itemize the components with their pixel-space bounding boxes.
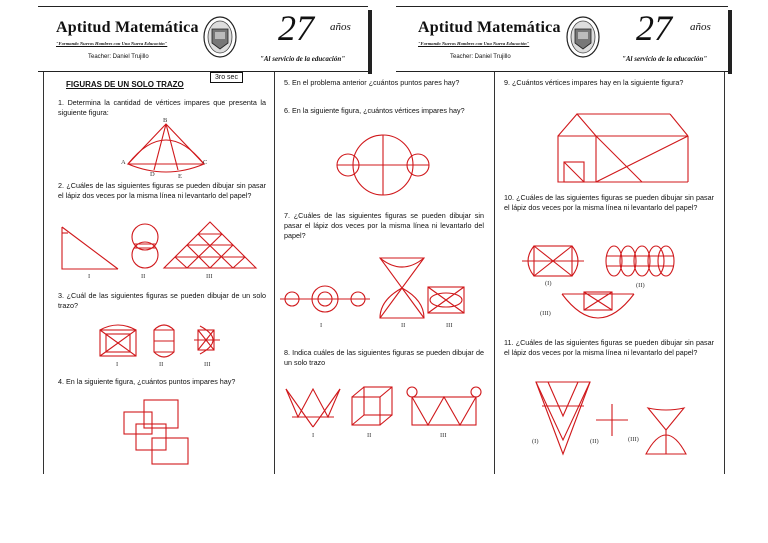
brand-slogan: "Formando Nuevos Hombres con Una Nueva Educación" [56,41,168,46]
anniversary-word: años [690,21,711,33]
vertex-label-e: E [178,173,182,180]
figure-label-iii: (III) [628,436,639,443]
anniversary-number: 27 [278,8,314,48]
header-left [38,6,368,72]
figure-label-ii: II [401,322,406,329]
figure-label-ii: II [141,273,146,280]
question-2: 2. ¿Cuáles de las siguientes figuras se pueden dibujar sin pasar el lápiz dos veces por la misma línea ni levantarlo del papel? [58,181,266,200]
figure-q9-house [556,112,690,184]
figure-q3-semicircle [192,322,228,358]
question-4: 4. En la siguiente figura, ¿cuántos puntos impares hay? [58,377,236,386]
header-shadow [728,10,732,74]
figure-q6-circles [328,132,438,198]
service-motto: "Al servicio de la educación" [622,55,708,63]
question-3: 3. ¿Cuál de las siguientes figuras se pueden dibujar de un solo trazo? [58,291,266,310]
figure-label-iii: (III) [540,310,551,317]
figure-label-iii: III [446,322,453,329]
figure-label-ii: (II) [636,282,645,289]
brand-title: Aptitud Matemática [418,19,561,36]
figure-label-iii: III [206,273,213,280]
vertex-label-c: C [203,159,208,166]
column-divider [43,72,44,474]
question-8: 8. Indica cuáles de las siguientes figuras se pueden dibujar de un solo trazo [284,348,484,367]
figure-q8-crown [284,387,342,429]
figure-q2-triangle [60,225,120,271]
figure-label-i: (I) [545,280,552,287]
service-motto: "Al servicio de la educación" [260,55,346,63]
figure-q8-cube [350,385,394,429]
figure-q10-bowtie [520,244,586,278]
brand-title: Aptitud Matemática [56,19,199,36]
question-7: 7. ¿Cuáles de las siguientes figuras se pueden dibujar sin pasar el lápiz dos veces por la misma línea ni levantarlo del papel? [284,211,484,240]
figure-q11-cross [594,402,630,438]
figure-label-ii: II [367,432,372,439]
anniversary-number: 27 [636,8,672,48]
brand-slogan: "Formando Nuevos Hombres con Una Nueva Educación" [418,41,530,46]
figure-q10-bowl [560,290,636,326]
question-5: 5. En el problema anterior ¿cuántos puntos pares hay? [284,78,460,87]
figure-label-i: (I) [532,438,539,445]
figure-q7-box-ellipse [426,285,466,315]
figure-label-i: I [320,322,323,329]
figure-q2-circles [126,222,164,270]
question-1: 1. Determina la cantidad de vértices impares que presenta la siguiente figura: [58,98,266,117]
teacher-name: Teacher: Daniel Trujillo [88,54,149,60]
column-divider [724,72,725,474]
figure-q8-zigzag [406,384,482,428]
teacher-name: Teacher: Daniel Trujillo [450,54,511,60]
figure-q7-hourglass [376,256,428,320]
figure-label-ii: (II) [590,438,599,445]
figure-q11-star [534,380,592,456]
question-10: 10. ¿Cuáles de las siguientes figuras se pueden dibujar sin pasar el lápiz dos veces por la misma línea ni levantarlo del papel? [504,193,714,212]
figure-label-ii: II [159,361,164,368]
column-divider [274,72,275,474]
figure-label-iii: III [204,361,211,368]
figure-q10-rings [604,244,676,278]
header-right [396,6,728,72]
figure-q4-squares [122,398,192,468]
figure-q3-capsule [152,322,176,360]
figure-q3-box [98,324,138,358]
question-9: 9. ¿Cuántos vértices impares hay en la siguiente figura? [504,78,684,87]
figure-label-i: I [88,273,91,280]
school-crest-icon [566,15,600,59]
vertex-label-a: A [121,159,126,166]
figure-label-i: I [116,361,119,368]
question-11: 11. ¿Cuáles de las siguientes figuras se pueden dibujar sin pasar el lápiz dos veces por la misma línea ni levantarlo del papel? [504,338,714,357]
column-divider [494,72,495,474]
school-crest-icon [203,15,237,59]
figure-q7-line-circles [278,282,372,316]
header-shadow [368,10,372,74]
vertex-label-d: D [150,171,155,178]
worksheet-title: FIGURAS DE UN SOLO TRAZO [66,80,184,89]
anniversary-word: años [330,21,351,33]
figure-label-iii: III [440,432,447,439]
figure-label-i: I [312,432,315,439]
grade-badge: 3ro sec [210,72,243,83]
question-6: 6. En la siguiente figura, ¿cuántos vértices impares hay? [284,106,465,115]
figure-q2-pyramid [162,220,258,270]
vertex-label-b: B [163,117,168,124]
figure-fan [120,120,210,182]
figure-q11-goblet [644,406,688,456]
